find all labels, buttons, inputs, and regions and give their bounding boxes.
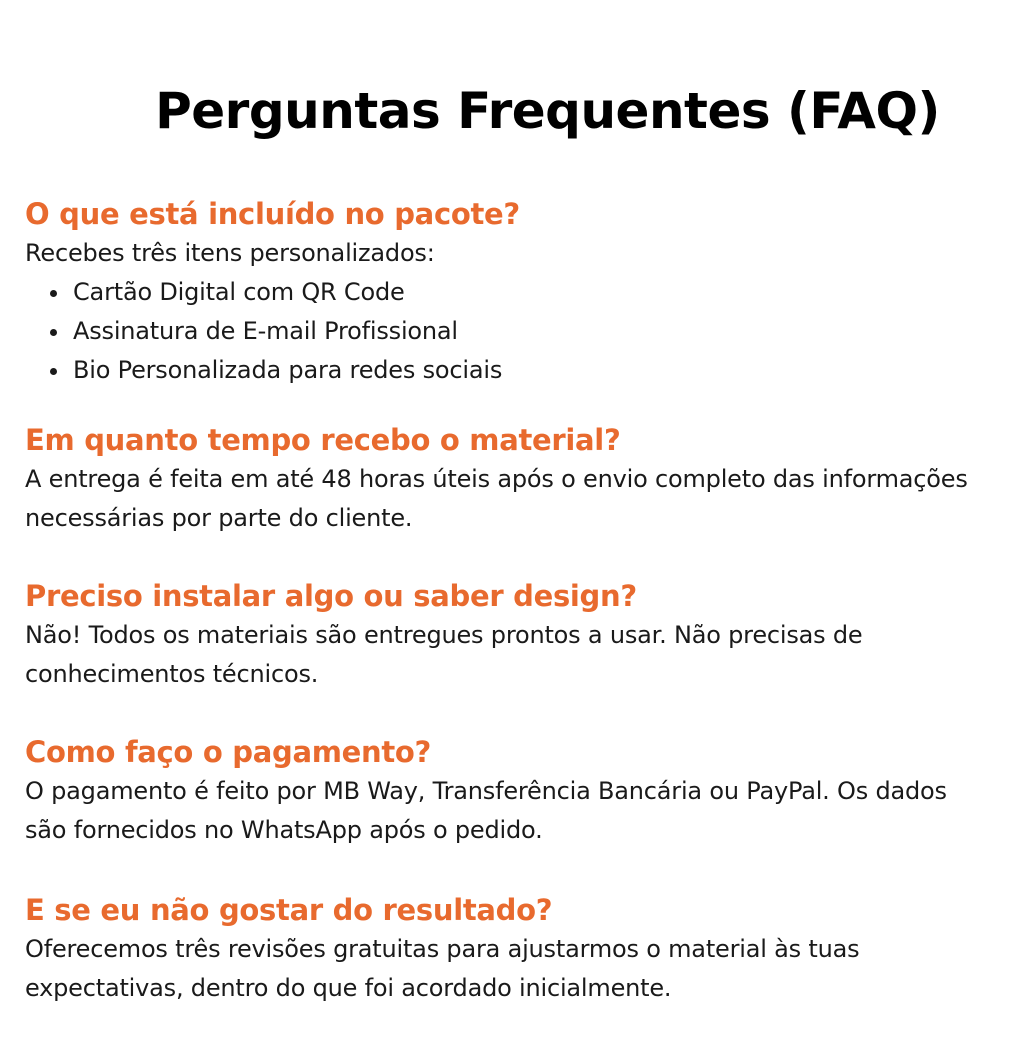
faq-item-payment <box>25 732 985 850</box>
faq-item-satisfaction <box>25 890 985 1008</box>
package-items-list <box>25 273 985 390</box>
faq-question: E se eu não gostar do resultado? <box>25 893 553 927</box>
list-item <box>47 273 985 312</box>
faq-item-install-design <box>25 576 985 694</box>
faq-answer: Não! Todos os materiais são entregues prontos a usar. Não precisas de conhecimentos técnicos. <box>25 621 863 688</box>
faq-answer: Oferecemos três revisões gratuitas para ajustarmos o material às tuas expectativas, dentro do que foi acordado inicialmente. <box>25 935 860 1002</box>
bullet-icon <box>50 329 57 336</box>
faq-item-package <box>25 194 985 390</box>
faq-question: Como faço o pagamento? <box>25 735 432 769</box>
list-item <box>47 312 985 351</box>
page-title: Perguntas Frequentes (FAQ) <box>155 82 940 140</box>
list-item-label: Bio Personalizada para redes sociais <box>73 356 503 384</box>
faq-question: Em quanto tempo recebo o material? <box>25 423 621 457</box>
faq-answer: Recebes três itens personalizados: <box>25 239 435 267</box>
faq-answer: A entrega é feita em até 48 horas úteis após o envio completo das informações necessárias por parte do cliente. <box>25 465 968 532</box>
faq-item-delivery-time <box>25 420 985 538</box>
bullet-icon <box>50 368 57 375</box>
list-item-label: Assinatura de E-mail Profissional <box>73 317 458 345</box>
list-item <box>47 351 985 390</box>
faq-question: Preciso instalar algo ou saber design? <box>25 579 637 613</box>
list-item-label: Cartão Digital com QR Code <box>73 278 405 306</box>
bullet-icon <box>50 290 57 297</box>
faq-question: O que está incluído no pacote? <box>25 197 520 231</box>
faq-answer: O pagamento é feito por MB Way, Transferência Bancária ou PayPal. Os dados são fornecidos no WhatsApp após o pedido. <box>25 777 947 844</box>
